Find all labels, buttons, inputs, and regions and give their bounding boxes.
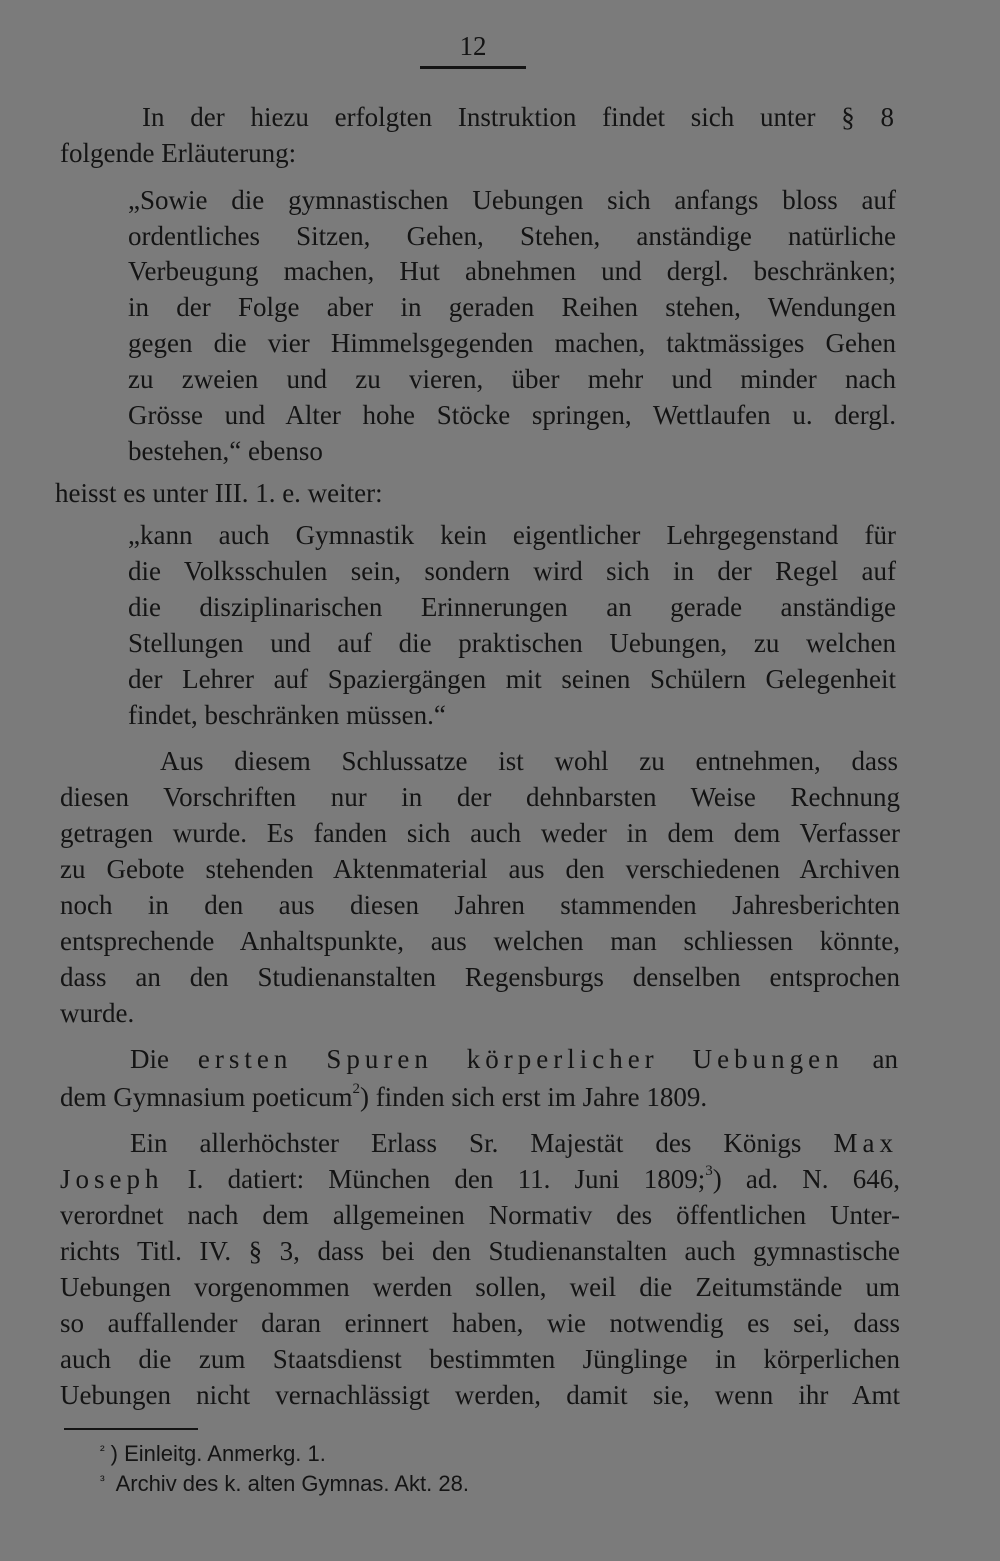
text-line: so auffallender daran erinnert haben, wie notwendig es sei, dass (60, 1308, 900, 1338)
quote-line: in der Folge aber in geraden Reihen stehen, Wendungen (128, 292, 896, 322)
page-number: 12 (459, 31, 487, 61)
text-line: heisst es unter III. 1. e. weiter: (55, 478, 383, 508)
text-line (130, 1042, 898, 1076)
text-line: verordnet nach dem allgemeinen Normativ des öffentlichen Unter- (60, 1200, 900, 1230)
text-line: zu Gebote stehenden Aktenmaterial aus den verschiedenen Archiven (60, 854, 900, 884)
text-line (130, 1126, 898, 1160)
text-span: dem Gymnasium poeticum (60, 1082, 353, 1112)
text-span: an (843, 1044, 899, 1074)
footnote (100, 1470, 469, 1500)
text-span: ) finden sich erst im Jahre 1809. (359, 1082, 708, 1112)
quote-line: die disziplinarischen Erinnerungen an gerade anständige (128, 592, 896, 622)
text-line: noch in den aus diesen Jahren stammenden Jahresberichten (60, 890, 900, 920)
quote-line: der Lehrer auf Spaziergängen mit seinen Schülern Gelegenheit (128, 664, 896, 694)
text-line: auch die zum Staatsdienst bestimmten Jünglinge in körperlichen (60, 1344, 900, 1374)
text-line: Uebungen nicht vernachlässigt werden, damit sie, wenn ihr Amt (60, 1380, 900, 1410)
text-line: diesen Vorschriften nur in der dehnbarsten Weise Rechnung (60, 782, 900, 812)
footnote-text: Archiv des k. alten Gymnas. Akt. 28. (110, 1471, 469, 1496)
spaced-emphasis: ersten Spuren körperlicher Uebungen (197, 1044, 844, 1074)
text-span: Die (130, 1044, 198, 1074)
text-line: wurde. (60, 998, 135, 1028)
text-line: folgende Erläuterung: (60, 138, 297, 168)
quote-line: „Sowie die gymnastischen Uebungen sich anfangs bloss auf (128, 185, 896, 215)
footnote-marker: ³ (100, 1472, 105, 1488)
text-line (60, 1080, 707, 1114)
text-span: Ein allerhöchster Erlass Sr. Majestät des Königs (130, 1128, 834, 1158)
spaced-emphasis: Joseph (60, 1164, 164, 1194)
text-span: I. datiert: München den 11. Juni 1809; (163, 1164, 706, 1194)
quote-line: findet, beschränken müssen.“ (128, 700, 446, 730)
quote-line: bestehen,“ ebenso (128, 436, 323, 466)
quote-line: „kann auch Gymnastik kein eigentlicher Lehrgegenstand für (128, 520, 896, 550)
quote-line: zu zweien und zu vieren, über mehr und minder nach (128, 364, 896, 394)
text-line (60, 1162, 900, 1196)
footnote (100, 1440, 326, 1470)
quote-line: gegen die vier Himmelsgegenden machen, taktmässiges Gehen (128, 328, 896, 358)
quote-line: Stellungen und auf die praktischen Uebungen, zu welchen (128, 628, 896, 658)
text-line: Uebungen vorgenommen werden sollen, weil die Zeitumstände um (60, 1272, 900, 1302)
text-line: getragen wurde. Es fanden sich auch weder in dem dem Verfasser (60, 818, 900, 848)
text-span: ) ad. N. 646, (712, 1164, 900, 1194)
quote-line: ordentliches Sitzen, Gehen, Stehen, anständige natürliche (128, 221, 896, 251)
footnote-ref: 3 (705, 1163, 713, 1179)
footnote-marker: ² (100, 1442, 105, 1458)
quote-line: Verbeugung machen, Hut abnehmen und dergl. beschränken; (128, 256, 896, 286)
spaced-emphasis: Max (833, 1128, 898, 1158)
text-line: Aus diesem Schlussatze ist wohl zu entnehmen, dass (160, 746, 898, 776)
quote-line: Grösse und Alter hohe Stöcke springen, Wettlaufen u. dergl. (128, 400, 896, 430)
text-line: richts Titl. IV. § 3, dass bei den Studienanstalten auch gymnastische (60, 1236, 900, 1266)
text-line: entsprechende Anhaltspunkte, aus welchen man schliessen könnte, (60, 926, 900, 956)
quote-line: die Volksschulen sein, sondern wird sich in der Regel auf (128, 556, 896, 586)
text-line: dass an den Studienanstalten Regensburgs denselben entsprochen (60, 962, 900, 992)
footnote-text: ) Einleitg. Anmerkg. 1. (110, 1441, 326, 1466)
footnote-rule (64, 1428, 198, 1430)
footnote-ref: 2 (352, 1081, 360, 1097)
text-line: In der hiezu erfolgten Instruktion findet sich unter § 8 (142, 102, 894, 132)
page-number-rule (420, 66, 526, 69)
